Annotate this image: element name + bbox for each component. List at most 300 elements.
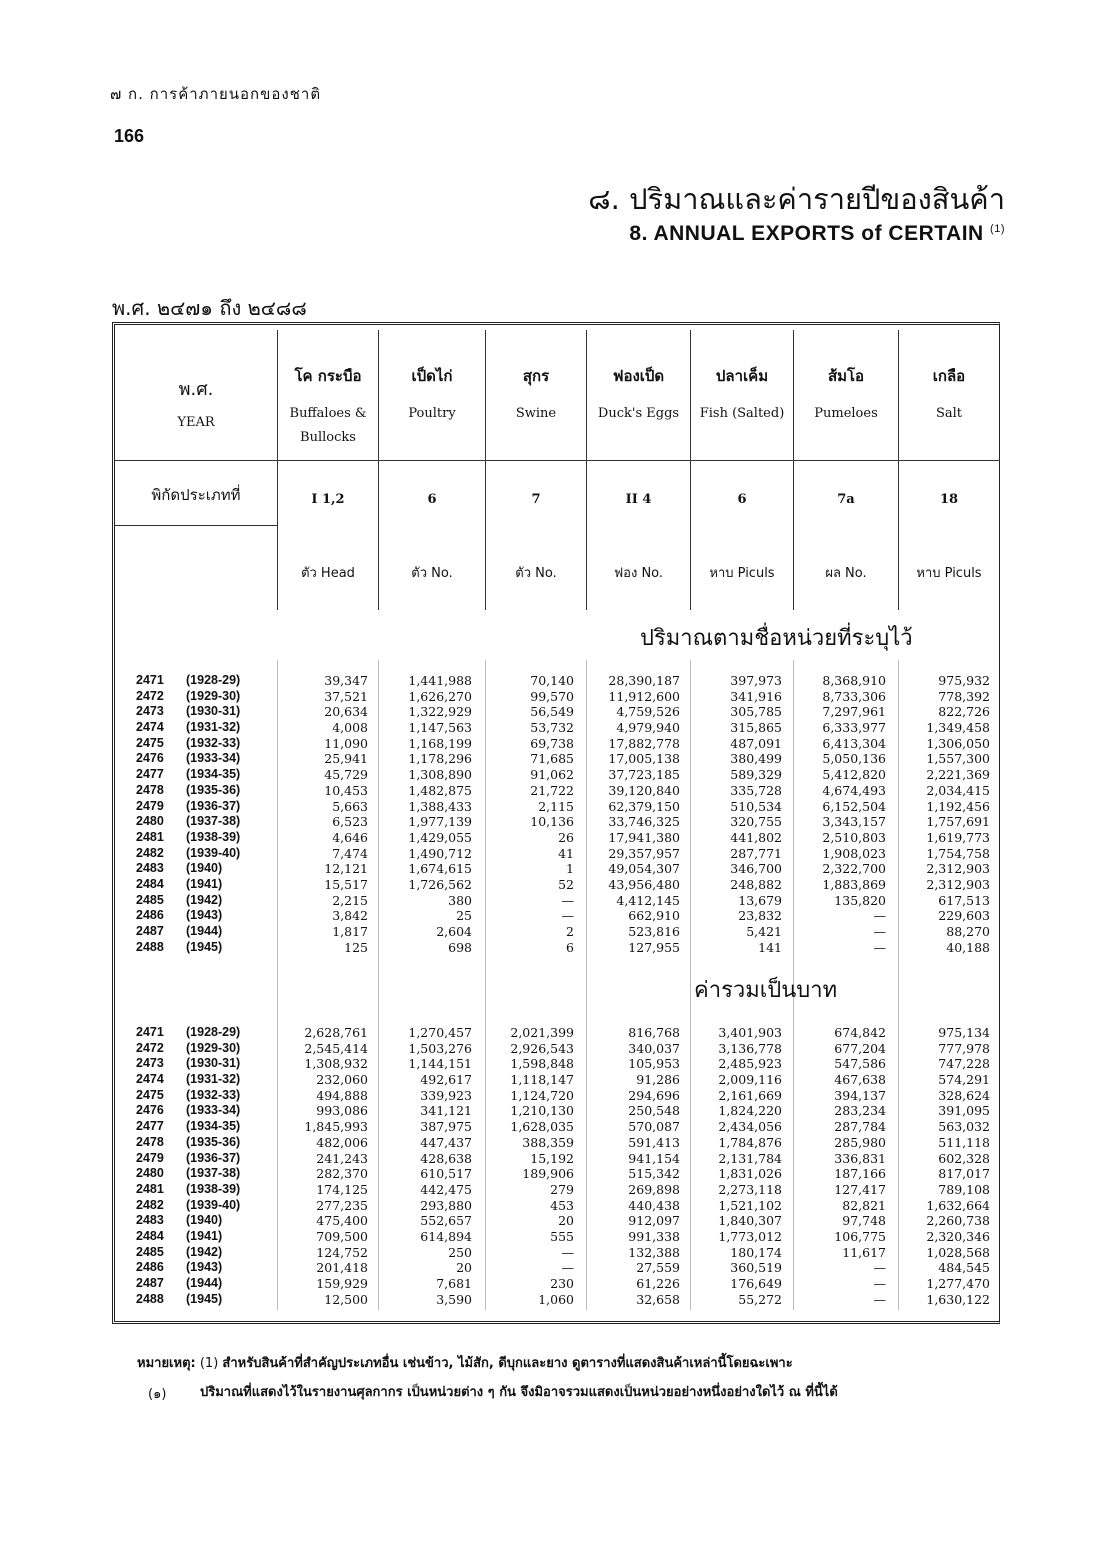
table-cell: 6,413,304 [822,735,886,751]
table-cell: 15,192 [530,1150,574,1166]
tariff-code: I 1,2 [311,492,345,507]
table-cell: 360,519 [730,1260,782,1276]
title-note-marker: (1) [990,223,1005,235]
table-cell: 20,634 [324,704,368,720]
buddhist-year: 2482 [136,1197,164,1212]
table-title-en [629,222,1005,246]
table-cell: — [561,908,574,924]
gregorian-year: (1939-40) [186,1197,241,1212]
table-cell: 283,234 [834,1103,886,1119]
table-cell: 37,521 [324,688,368,704]
table-cell: 2,604 [436,924,472,939]
table-cell: 39,347 [324,673,368,688]
footnote-1 [137,1352,793,1373]
buddhist-year: 2472 [136,1040,164,1055]
table-cell: 230 [550,1276,574,1291]
buddhist-year: 2474 [136,1072,164,1087]
table-cell: 1,824,220 [718,1103,782,1119]
table-cell: 12,121 [324,861,368,877]
table-cell: 45,729 [324,767,368,783]
table-cell: — [561,1260,574,1276]
table-cell: 441,802 [730,829,782,845]
table-cell: 11,912,600 [608,688,680,704]
column-header-en: Buffaloes & Bullocks [289,406,367,445]
buddhist-year: 2473 [136,704,164,719]
table-cell: 1,308,890 [408,767,472,783]
table-cell: 320,755 [730,814,782,830]
table-cell: 106,775 [834,1228,886,1244]
table-cell: 1,817 [332,924,368,939]
header-rule [115,460,1000,461]
table-cell: 589,329 [730,767,782,783]
table-cell: 20 [456,1260,472,1276]
table-cell: 817,017 [938,1166,990,1182]
buddhist-year: 2488 [136,1291,164,1306]
year-header [115,374,277,430]
table-cell: 7,297,961 [822,704,886,720]
table-cell: 1,726,562 [408,876,472,892]
table-cell: 12,500 [324,1291,368,1307]
running-head: ๗ ก. การค้าภายนอกของชาติ [110,85,322,103]
table-cell: 1,908,023 [822,845,886,861]
table-cell: 1,270,457 [408,1025,472,1040]
table-cell: 547,586 [834,1056,886,1072]
table-cell: 91,062 [530,767,574,783]
table-cell: 2,115 [538,798,574,814]
table-cell: 2,545,414 [304,1040,368,1056]
table-cell: 674,842 [834,1025,886,1040]
table-cell: 5,663 [332,798,368,814]
gregorian-year: (1934-35) [186,767,241,782]
table-cell: 125 [344,939,368,955]
table-cell: 1,178,296 [408,751,472,767]
table-cell: 1 [566,861,574,877]
table-cell: 13,679 [738,892,782,908]
table-cell: 41 [558,845,574,861]
table-cell: 17,882,778 [608,735,680,751]
buddhist-year: 2484 [136,876,164,891]
table-cell: 346,700 [730,861,782,877]
gregorian-year: (1933-34) [186,751,241,766]
table-cell: 3,401,903 [718,1025,782,1040]
table-cell: 2,009,116 [718,1072,782,1088]
buddhist-year: 2472 [136,688,164,703]
table-cell: 610,517 [420,1166,472,1182]
table-cell: 8,368,910 [822,673,886,688]
table-cell: 2,322,700 [822,861,886,877]
buddhist-year: 2476 [136,751,164,766]
table-cell: 7,474 [332,845,368,861]
table-cell: 39,120,840 [608,782,680,798]
gregorian-year: (1938-39) [186,829,241,844]
unit-label: ผล No. [825,566,867,581]
table-cell: 617,513 [938,892,990,908]
table-cell: 1,388,433 [408,798,472,814]
table-cell: 1,124,720 [510,1087,574,1103]
column-header-thai: สุกร [522,367,550,385]
column-header-en: Duck's Eggs [597,406,680,421]
table-cell: 993,086 [316,1103,368,1119]
table-cell: 1,277,470 [926,1276,990,1291]
table-cell: 991,338 [628,1228,680,1244]
table-cell: 1,977,139 [408,814,472,830]
buddhist-year: 2474 [136,720,164,735]
table-cell: 574,291 [938,1072,990,1088]
table-cell: 380,499 [730,751,782,767]
period-range: พ.ศ. ๒๔๗๑ ถึง ๒๔๘๘ [112,296,307,320]
table-cell: 176,649 [730,1276,782,1291]
gregorian-year: (1935-36) [186,1134,241,1149]
table-cell: 4,979,940 [616,720,680,736]
gregorian-year: (1940) [186,861,223,876]
quantity-section-title: ปริมาณตามชื่อหน่วยที่ระบุไว้ [640,626,913,651]
buddhist-year: 2487 [136,1276,164,1290]
table-cell: 82,821 [842,1197,886,1213]
buddhist-year: 2471 [136,673,164,687]
gregorian-year: (1936-37) [186,1150,241,1165]
gregorian-year: (1928-29) [186,1025,241,1039]
column-header-duck-eggs [587,364,690,426]
table-cell: 328,624 [938,1087,990,1103]
gregorian-year: (1942) [186,892,223,907]
table-cell: 391,095 [938,1103,990,1119]
table-cell: 52 [558,876,574,892]
table-cell: 229,603 [938,908,990,924]
table-cell: 340,037 [628,1040,680,1056]
tariff-code: 6 [427,492,437,507]
table-cell: 2,161,669 [718,1087,782,1103]
table-cell: 3,842 [332,908,368,924]
table-cell: 484,545 [938,1260,990,1276]
table-cell: 21,722 [530,782,574,798]
table-cell: 4,674,493 [822,782,886,798]
column-header-thai: เกลือ [932,367,966,385]
table-cell: 4,759,526 [616,704,680,720]
gregorian-year: (1945) [186,939,223,954]
table-cell: 2,312,903 [926,861,990,877]
table-cell: 127,955 [628,939,680,955]
table-cell: 2,628,761 [304,1025,368,1040]
table-cell: 71,685 [530,751,574,767]
table-cell: 552,657 [420,1213,472,1229]
table-cell: 1,845,993 [304,1119,368,1135]
gregorian-year: (1929-30) [186,1040,241,1055]
table-cell: 2,215 [332,892,368,908]
table-cell: 2,260,738 [926,1213,990,1229]
table-cell: 380 [448,892,472,908]
table-cell: 25,941 [324,751,368,767]
buddhist-year: 2483 [136,1213,164,1228]
column-header-en: Swine [515,406,557,421]
gregorian-year: (1944) [186,924,223,938]
gregorian-year: (1941) [186,1228,223,1243]
table-cell: 3,343,157 [822,814,886,830]
table-cell: — [561,1244,574,1260]
buddhist-year: 2475 [136,735,164,750]
buddhist-year: 2483 [136,861,164,876]
table-cell: 1,118,147 [510,1072,574,1088]
column-header-en: Fish (Salted) [699,406,785,421]
table-cell: 11,617 [842,1244,886,1260]
column-header-en: Poultry [408,406,456,421]
table-cell: 6 [566,939,574,955]
table-cell: 279 [550,1181,574,1197]
table-cell: 2,485,923 [718,1056,782,1072]
table-cell: 1,840,307 [718,1213,782,1229]
table-cell: 315,865 [730,720,782,736]
tariff-code: 18 [939,492,959,507]
table-cell: 677,204 [834,1040,886,1056]
gregorian-year: (1931-32) [186,1072,241,1087]
table-cell: 6,523 [332,814,368,830]
footnote-1-text: สำหรับสินค้าที่สำคัญประเภทอื่น เช่นข้าว, ไม้สัก, ดีบุกและยาง ดูตารางที่แสดงสินค้าเหล่านี้โดยฉะเพาะ [222,1356,793,1371]
table-cell: 1,674,615 [408,861,472,877]
table-cell: 10,136 [530,814,574,830]
table-cell: 394,137 [834,1087,886,1103]
table-cell: 2,510,803 [822,829,886,845]
year-header-en: YEAR [177,415,215,430]
table-cell: — [873,939,886,955]
unit-label: ตัว Head [301,566,355,581]
gregorian-year: (1942) [186,1244,223,1259]
table-cell: 1,306,050 [926,735,990,751]
table-cell: 269,898 [628,1181,680,1197]
buddhist-year: 2475 [136,1087,164,1102]
table-cell: 2,034,415 [926,782,990,798]
table-cell: 591,413 [628,1134,680,1150]
table-cell: 293,880 [420,1197,472,1213]
table-cell: 1,521,102 [718,1197,782,1213]
table-cell: 1,441,988 [408,673,472,688]
col-divider-faint [898,660,899,1310]
gregorian-year: (1938-39) [186,1181,241,1196]
column-header-en: Pumeloes [814,406,878,421]
table-cell: 1,192,456 [926,798,990,814]
table-cell: 1,482,875 [408,782,472,798]
buddhist-year: 2485 [136,892,164,907]
table-cell: 232,060 [316,1072,368,1088]
table-cell: 662,910 [628,908,680,924]
table-cell: 56,549 [530,704,574,720]
column-header-buffaloes [278,364,378,450]
gregorian-year: (1936-37) [186,798,241,813]
buddhist-year: 2480 [136,814,164,829]
table-cell: 55,272 [738,1291,782,1307]
table-cell: 5,412,820 [822,767,886,783]
buddhist-year: 2480 [136,1166,164,1181]
buddhist-year: 2487 [136,924,164,938]
gregorian-year: (1928-29) [186,673,241,687]
table-cell: 1,619,773 [926,829,990,845]
table-title-en-text: 8. ANNUAL EXPORTS of CERTAIN [629,222,984,245]
table-cell: 789,108 [938,1181,990,1197]
unit-label: ตัว No. [515,566,557,581]
table-cell: 141 [758,939,782,955]
table-cell: 816,768 [628,1025,680,1040]
table-cell: 187,166 [834,1166,886,1182]
table-cell: 511,118 [938,1134,990,1150]
table-cell: 5,421 [746,924,782,939]
tariff-code: 7a [837,492,855,507]
table-cell: 1,060 [538,1291,574,1307]
gregorian-year: (1943) [186,1260,223,1275]
buddhist-year: 2479 [136,798,164,813]
table-cell: 492,617 [420,1072,472,1088]
gregorian-year: (1939-40) [186,845,241,860]
table-cell: 294,696 [628,1087,680,1103]
table-cell: 250,548 [628,1103,680,1119]
table-cell: — [873,1260,886,1276]
table-cell: 241,243 [316,1150,368,1166]
table-cell: 2,131,784 [718,1150,782,1166]
table-cell: 7,681 [436,1276,472,1291]
table-cell: 912,097 [628,1213,680,1229]
table-cell: 555 [550,1228,574,1244]
column-header-thai: ส้มโอ [827,367,865,385]
table-cell: 25 [456,908,472,924]
table-cell: 277,235 [316,1197,368,1213]
tariff-code: 7 [531,492,541,507]
footnote-label: หมายเหตุ: [137,1356,196,1371]
footnote-2-marker: (๑) [148,1387,167,1402]
table-cell: 8,733,306 [822,688,886,704]
table-cell: 62,379,150 [608,798,680,814]
table-cell: 17,005,138 [608,751,680,767]
table-cell: 2,273,118 [718,1181,782,1197]
buddhist-year: 2482 [136,845,164,860]
table-cell: 341,916 [730,688,782,704]
table-cell: 49,054,307 [608,861,680,877]
tariff-code: 6 [737,492,747,507]
table-cell: 2,320,346 [926,1228,990,1244]
table-cell: 447,437 [420,1134,472,1150]
table-cell: 17,941,380 [608,829,680,845]
table-cell: 26 [558,829,574,845]
table-cell: 487,091 [730,735,782,751]
table-cell: 482,006 [316,1134,368,1150]
table-cell: 135,820 [834,892,886,908]
gregorian-year: (1931-32) [186,720,241,735]
buddhist-year: 2486 [136,1260,164,1275]
table-cell: 91,286 [636,1072,680,1088]
table-cell: 1,210,130 [510,1103,574,1119]
col-divider-faint [378,660,379,1310]
table-cell: 2,221,369 [926,767,990,783]
buddhist-year: 2473 [136,1056,164,1071]
table-cell: 28,390,187 [608,673,680,688]
table-cell: 40,188 [946,939,990,955]
table-cell: 336,831 [834,1150,886,1166]
tariff-label: พิกัดประเภทที่ [151,486,241,504]
gregorian-year: (1930-31) [186,1056,241,1071]
table-cell: 6,333,977 [822,720,886,736]
table-cell: 523,816 [628,924,680,939]
gregorian-year: (1935-36) [186,782,241,797]
table-cell: 285,980 [834,1134,886,1150]
table-cell: 1,557,300 [926,751,990,767]
table-title-thai: ๘. ปริมาณและค่ารายปีของสินค้า [588,182,1005,216]
table-cell: 1,308,932 [304,1056,368,1072]
table-cell: 602,328 [938,1150,990,1166]
unit-label: หาบ Piculs [709,566,775,581]
column-header-pumeloes [794,364,898,426]
table-cell: — [561,892,574,908]
table-cell: 61,226 [636,1276,680,1291]
table-cell: 778,392 [938,688,990,704]
table-cell: 339,923 [420,1087,472,1103]
unit-label: ฟอง No. [613,566,664,581]
footnote-2-text: ปริมาณที่แสดงไว้ในรายงานศุลกากร เป็นหน่วยต่าง ๆ กัน จึงมิอาจรวมแสดงเป็นหน่วยอย่างหนึ่งอย่างใดไว้ ณ ที่นี้ได้ [200,1385,838,1400]
table-cell: — [873,908,886,924]
buddhist-year: 2488 [136,939,164,954]
column-header-thai: โค กระบือ [294,367,362,385]
table-cell: 3,136,778 [718,1040,782,1056]
table-cell: 709,500 [316,1228,368,1244]
table-cell: 174,125 [316,1181,368,1197]
table-cell: 1,628,035 [510,1119,574,1135]
table-cell: 563,032 [938,1119,990,1135]
column-header-poultry [379,364,485,426]
table-cell: 15,517 [324,876,368,892]
table-cell: 282,370 [316,1166,368,1182]
table-cell: 1,598,848 [510,1056,574,1072]
table-cell: 1,626,270 [408,688,472,704]
table-cell: 1,490,712 [408,845,472,861]
table-cell: 2 [566,924,574,939]
table-cell: 442,475 [420,1181,472,1197]
table-cell: 287,771 [730,845,782,861]
table-cell: 20 [558,1213,574,1229]
table-cell: 440,438 [628,1197,680,1213]
table-cell: 10,453 [324,782,368,798]
table-cell: 1,028,568 [926,1244,990,1260]
buddhist-year: 2478 [136,1134,164,1149]
buddhist-year: 2481 [136,829,164,844]
table-cell: 132,388 [628,1244,680,1260]
table-cell: 5,050,136 [822,751,886,767]
buddhist-year: 2486 [136,908,164,923]
table-cell: 6,152,504 [822,798,886,814]
header-rule [115,525,277,526]
table-cell: 27,559 [636,1260,680,1276]
table-cell: 2,926,543 [510,1040,574,1056]
table-cell: 189,906 [522,1166,574,1182]
column-header-thai: ปลาเค็ม [715,367,769,385]
table-cell: 3,590 [436,1291,472,1307]
table-cell: 1,322,929 [408,704,472,720]
table-cell: 287,784 [834,1119,886,1135]
buddhist-year: 2479 [136,1150,164,1165]
buddhist-year: 2477 [136,767,164,782]
table-cell: 11,090 [324,735,368,751]
table-cell: 124,752 [316,1244,368,1260]
table-cell: 99,570 [530,688,574,704]
table-cell: 1,144,151 [408,1056,472,1072]
table-cell: 570,087 [628,1119,680,1135]
gregorian-year: (1940) [186,1213,223,1228]
gregorian-year: (1934-35) [186,1119,241,1134]
table-cell: 494,888 [316,1087,368,1103]
table-cell: 53,732 [530,720,574,736]
table-cell: 1,147,563 [408,720,472,736]
table-cell: 33,746,325 [608,814,680,830]
table-cell: 4,646 [332,829,368,845]
buddhist-year: 2478 [136,782,164,797]
table-cell: 1,757,691 [926,814,990,830]
table-cell: 341,121 [420,1103,472,1119]
footnote-1-marker: (1) [199,1356,219,1371]
table-cell: 2,434,056 [718,1119,782,1135]
